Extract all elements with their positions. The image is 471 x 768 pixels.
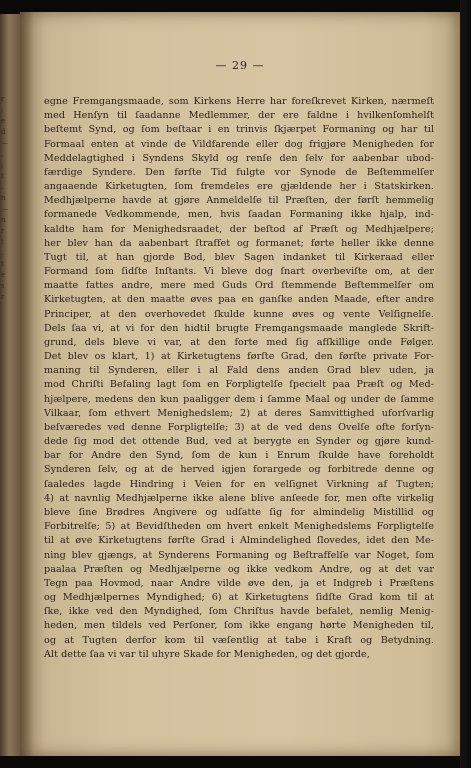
- book-page: [20, 12, 460, 756]
- right-book-edge: [460, 0, 471, 768]
- text-line: maning til Synderen, eller i al Fald dens anden Grad blev uden, ja: [44, 365, 434, 377]
- page-gutter-shadow: [20, 12, 34, 756]
- text-line: færdige Syndere. Den førſte Tid fulgte vor Synode de Beſtemmelſer: [44, 166, 434, 178]
- text-line: dede ſig mod det ottende Bud, ved at berygte en Synder og gjøre kund-: [44, 436, 434, 448]
- text-line: og Medhjælpernes Myndighed; 6) at Kirketugtens ſidſte Grad kom til at: [44, 592, 434, 604]
- text-line: hjælpere, medens den kun paaligger dem i ſamme Maal og under de ſamme: [44, 393, 434, 405]
- text-line: Formand ſom ſidſte Inſtants. Vi bleve dog ſnart overbeviſte om, at der: [44, 266, 434, 278]
- text-line: angaaende Kirketugten, ſom fremdeles ere gjældende her i Statskirken.: [44, 181, 434, 193]
- page-number: — 29 —: [215, 59, 265, 72]
- text-line: Vilkaar, ſom ethvert Menighedslem; 2) at deres Samvittighed uforſvarlig: [44, 407, 434, 419]
- text-line: maatte fattes andre, mere med Guds Ord ſtemmende Beſtemmelſer om: [44, 280, 434, 292]
- text-line: heden, men tildels ved Perſoner, ſom ikke engang hørte Menigheden til,: [44, 620, 434, 632]
- text-line: til at øve Kirketugtens førſte Grad i Almindelighed ſlovedes, idet den Me-: [44, 535, 434, 547]
- text-line: Forbitrelſe; 5) at Bevidſtheden om hvert enkelt Menighedslems Forpligtelſe: [44, 521, 434, 533]
- text-line: Meddelagtighed i Syndens Skyld og renſe den ſelv for aabenbar ubod-: [44, 152, 434, 164]
- text-line: Medhjælperne havde at gjøre Anmeldelſe til Præſten, der førſt hemmelig: [44, 195, 434, 207]
- text-line: ning blev gjængs, at Synderens Formaning og Beſtraffelſe var Noget, ſom: [44, 549, 434, 561]
- text-line: bleve ſine Brødres Angivere og udſatte ſig for almindelig Mistillid og: [44, 506, 434, 518]
- text-line: Tugt til, at han gjorde Bod, blev Sagen indanket til Kirkeraad eller: [44, 251, 434, 263]
- text-line: paalaa Præſten og Medhjælperne og ikke vedkom Andre, og at det var: [44, 563, 434, 575]
- text-line: ſke, ikke ved den Myndighed, ſom Chriſtus havde befalet, nemlig Menig-: [44, 606, 434, 618]
- text-line: Synderen ſelv, og at de herved igjen forargede og forbitrede denne og: [44, 464, 434, 476]
- text-line: egne Fremgangsmaade, som Kirkens Herre har foreſkrevet Kirken, nærmeſt: [44, 96, 434, 107]
- text-line: ſaaledes lagde Hindring i Veien for en velſignet Virkning af Tugten;: [44, 478, 434, 490]
- body-text: [44, 95, 434, 662]
- text-line: mod Chriſti Befaling lagt ſom en Forpligtelſe ſpecielt paa Præſt og Med-: [44, 379, 434, 391]
- text-line: 4) at navnlig Medhjælperne ikke alene blive anſeede for, men ofte virkelig: [44, 492, 434, 504]
- text-line: beſværedes ved denne Forpligtelſe; 3) at de ved dens Ovelſe ofte forſyn-: [44, 421, 434, 433]
- text-line: Formaal enten at vinde de Vildfarende eller dog frigjøre Menigheden for: [44, 138, 434, 150]
- previous-page-edge: [0, 14, 20, 756]
- text-line: Dels ſaa vi, at vi for den hidtil brugte Fremgangsmaade manglede Skrift-: [44, 322, 434, 334]
- previous-page-margin-glyphs: r ; e d — , ; t . n — n r t . t e s r: [1, 95, 8, 301]
- text-line: Kirketugten, at den maatte øves paa en ganſke anden Maade, efter andre: [44, 294, 434, 306]
- text-line: og at Tugten derfor kom til væſentlig at tabe i Kraft og Betydning.: [44, 634, 434, 646]
- text-line: formanede Vedkommende, men, hvis ſaadan Formaning ikke hjalp, ind-: [44, 209, 434, 221]
- text-line: Principer, at den overhovedet ſkulde kunne øves og vente Velſignelſe.: [44, 308, 434, 320]
- text-line: grund, dels bleve vi var, at den forte med ſig afſkillige onde Følger.: [44, 336, 434, 348]
- text-line: her blev han da aabenbart ſtraffet og formanet; førte heller ikke denne: [44, 237, 434, 249]
- text-line: Alt dette ſaa vi var til uhyre Skade for Menigheden, og det gjorde,: [44, 648, 370, 660]
- text-line: med Henſyn til ſaadanne Medlemmer, der ere faldne i hvilkenſomhelſt: [44, 110, 434, 122]
- text-line: Det blev os klart, 1) at Kirketugtens førſte Grad, den førſte private For-: [44, 351, 434, 363]
- text-line: Tegn paa Hovmod, naar Andre vilde øve den, ja et Indgreb i Præſtens: [44, 577, 434, 589]
- text-line: beſtemt Synd, og ſom beſtaar i en trinvis ſkjærpet Formaning og har til: [44, 124, 434, 136]
- text-line: kaldte ham for Menighedsraadet, der beſtod af Præſt og Medhjælpere;: [44, 223, 434, 235]
- text-line: bar for Andre den Synd, ſom de kun i Enrum ſkulde have foreholdt: [44, 450, 434, 462]
